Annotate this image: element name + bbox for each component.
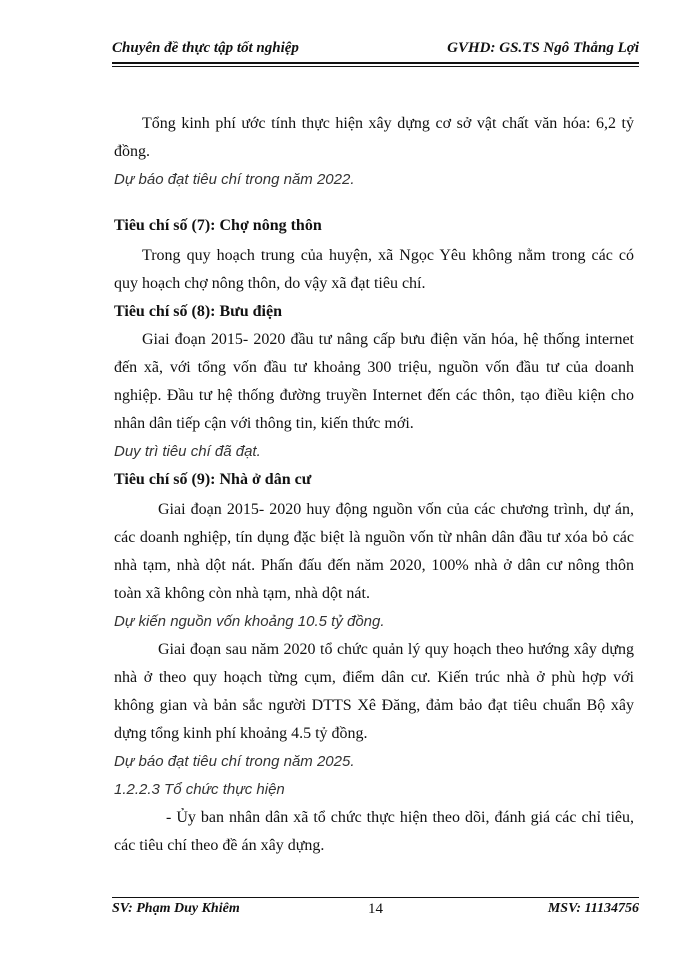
- header-rule-thin: [112, 66, 639, 67]
- note-criterion-9a: Dự kiến nguồn vốn khoảng 10.5 tỷ đồng.: [114, 613, 385, 630]
- page-body: [114, 110, 634, 860]
- heading-criterion-7: Tiêu chí số (7): Chợ nông thôn: [114, 217, 322, 234]
- heading-criterion-8: Tiêu chí số (8): Bưu điện: [114, 303, 282, 320]
- footer-rule: [112, 897, 639, 898]
- paragraph-criterion-9b: Giai đoạn sau năm 2020 tổ chức quản lý quy hoạch theo hướng xây dựng nhà ở theo quy hoạch từng cụm, điểm dân cư. Kiến trúc nhà ở phù hợp với không gian và bản sắc người DTTS Xê Đăng, đảm bảo đạt tiêu chuẩn Bộ xây dựng tổng kinh phí khoảng 4.5 tỷ đồng.: [114, 641, 634, 742]
- footer-student-id: MSV: 11134756: [547, 901, 639, 916]
- page-number: 14: [368, 901, 383, 917]
- paragraph-criterion-9a: Giai đoạn 2015- 2020 huy động nguồn vốn của các chương trình, dự án, các doanh nghiệp, tín dụng đặc biệt là nguồn vốn từ nhân dân đầu tư xóa bỏ các nhà tạm, nhà dột nát. Phấn đấu đến năm 2020, 100% nhà ở dân cư nông thôn toàn xã không còn nhà tạm, nhà dột nát.: [114, 501, 634, 602]
- section-heading: 1.2.2.3 Tổ chức thực hiện: [114, 781, 285, 798]
- header-title: Chuyên đề thực tập tốt nghiệp: [112, 40, 299, 56]
- page-footer: [112, 901, 639, 923]
- paragraph-implementation: - Ủy ban nhân dân xã tổ chức thực hiện theo dõi, đánh giá các chỉ tiêu, các tiêu chí theo đề án xây dựng.: [114, 809, 634, 854]
- note-forecast-2025: Dự báo đạt tiêu chí trong năm 2025.: [114, 753, 355, 770]
- paragraph-budget: Tổng kinh phí ước tính thực hiện xây dựng cơ sở vật chất văn hóa: 6,2 tỷ đồng.: [114, 115, 634, 160]
- page-header: [112, 40, 639, 62]
- footer-student: SV: Phạm Duy Khiêm: [112, 901, 240, 916]
- note-forecast-2022: Dự báo đạt tiêu chí trong năm 2022.: [114, 171, 355, 188]
- note-criterion-8: Duy trì tiêu chí đã đạt.: [114, 443, 261, 460]
- paragraph-criterion-7: Trong quy hoạch trung của huyện, xã Ngọc Yêu không nằm trong các có quy hoạch chợ nông thôn, do vậy xã đạt tiêu chí.: [114, 247, 634, 292]
- header-rule-thick: [112, 62, 639, 64]
- heading-criterion-9: Tiêu chí số (9): Nhà ở dân cư: [114, 471, 312, 488]
- header-advisor: GVHD: GS.TS Ngô Thắng Lợi: [447, 40, 639, 56]
- paragraph-criterion-8: Giai đoạn 2015- 2020 đầu tư nâng cấp bưu điện văn hóa, hệ thống internet đến xã, với tổng vốn đầu tư khoảng 300 triệu, nguồn vốn đầu tư của doanh nghiệp. Đầu tư hệ thống đường truyền Internet đến các thôn, tạo điều kiện cho nhân dân tiếp cận với thông tin, kiến thức mới.: [114, 331, 634, 432]
